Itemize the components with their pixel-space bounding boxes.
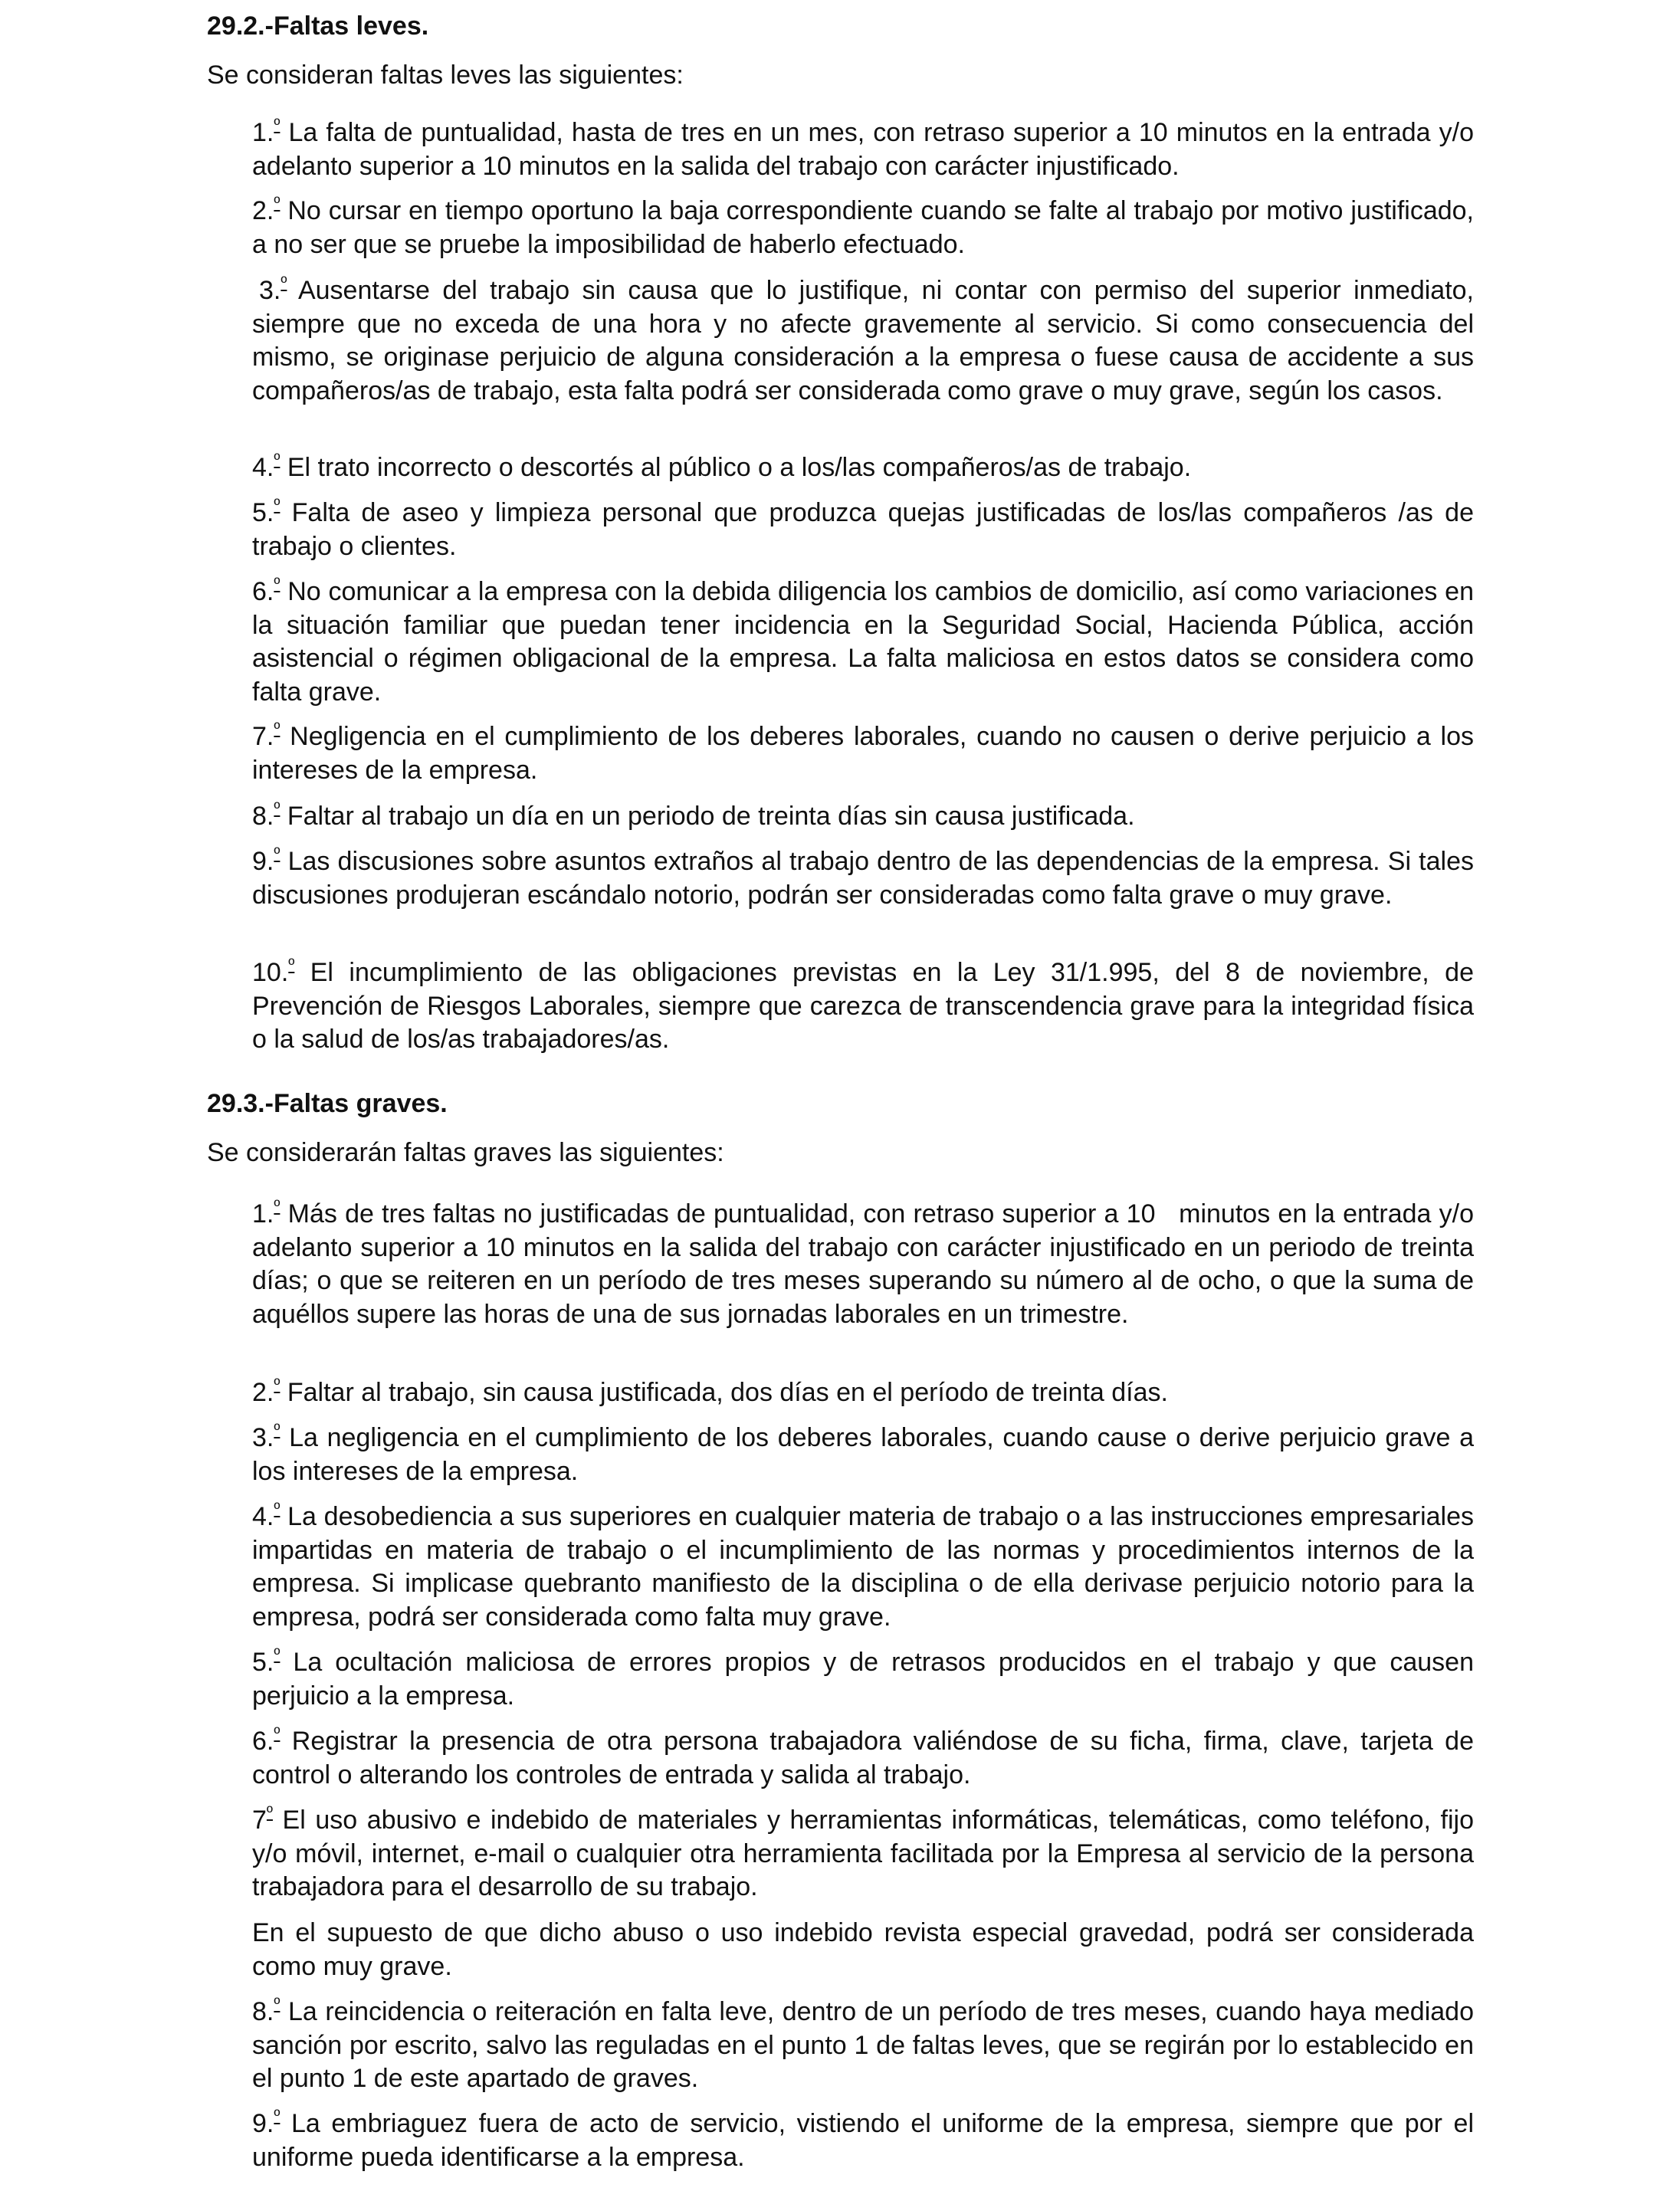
- item-text: No comunicar a la empresa con la debida diligencia los cambios de domicilio, así como variaciones en la situación familiar que puedan tener incidencia en la Seguridad Social, Hacienda Pública, acción asistencial o régimen obligacional de la empresa. La falta maliciosa en estos datos se considera como falta grave.: [252, 577, 1474, 707]
- ordinal-mark: º: [274, 844, 281, 863]
- ordinal-mark: º: [274, 450, 281, 469]
- item-number: 4.: [252, 453, 274, 482]
- item-text: La ocultación maliciosa de errores propios y de retrasos producidos en el trabajo y que causen perjuicio a la empresa.: [252, 1648, 1474, 1711]
- ordinal-mark: º: [274, 495, 281, 514]
- item-number: 5.: [252, 498, 274, 527]
- ordinal-mark: º: [274, 1645, 281, 1664]
- item-number: 8.: [252, 1997, 274, 2026]
- item-text: Registrar la presencia de otra persona trabajadora valiéndose de su ficha, firma, clave, tarjeta de control o alterando los controles de entrada y salida al trabajo.: [252, 1727, 1474, 1789]
- item-number: 8.: [252, 802, 274, 831]
- list-item: [252, 1917, 1474, 1983]
- item-number: 4.: [252, 1502, 274, 1531]
- item-number: 6.: [252, 1727, 274, 1756]
- list-item: [252, 451, 1474, 485]
- item-number: 2.: [252, 196, 274, 225]
- item-number: 7.: [252, 722, 274, 751]
- item-number: 1.: [252, 118, 274, 147]
- item-text: En el supuesto de que dicho abuso o uso indebido revista especial gravedad, podrá ser considerada como muy grave.: [252, 1918, 1474, 1981]
- section-intro-faltas-graves: Se considerarán faltas graves las siguientes:: [207, 1138, 724, 1167]
- ordinal-mark: º: [274, 1375, 281, 1394]
- list-item: [252, 116, 1474, 183]
- list-item: [252, 1804, 1474, 1904]
- list-item: [252, 1996, 1474, 2096]
- list-item: [252, 576, 1474, 709]
- ordinal-mark: º: [274, 2106, 281, 2125]
- item-text: La falta de puntualidad, hasta de tres en un mes, con retraso superior a 10 minutos en la entrada y/o adelanto superior a 10 minutos en la salida del trabajo con carácter injustificado.: [252, 118, 1474, 181]
- ordinal-mark: º: [266, 1802, 273, 1822]
- ordinal-mark: º: [274, 574, 281, 593]
- section-intro-faltas-leves: Se consideran faltas leves las siguientes:: [207, 61, 684, 90]
- item-number: 1.: [252, 1199, 274, 1228]
- list-item: [252, 800, 1474, 834]
- item-number: 3.: [259, 276, 281, 305]
- section-heading-faltas-leves: 29.2.-Faltas leves.: [207, 11, 429, 41]
- item-text: Faltar al trabajo un día en un periodo de treinta días sin causa justificada.: [280, 802, 1135, 831]
- item-number: 6.: [252, 577, 274, 606]
- item-number: 5.: [252, 1648, 274, 1677]
- item-text: No cursar en tiempo oportuno la baja correspondiente cuando se falte al trabajo por motivo justificado, a no ser que se pruebe la imposibilidad de haberlo efectuado.: [252, 196, 1474, 259]
- ordinal-mark: º: [274, 1724, 281, 1743]
- ordinal-mark: º: [274, 1499, 281, 1518]
- item-number: 9.: [252, 2109, 274, 2138]
- item-text: La embriaguez fuera de acto de servicio, vistiendo el uniforme de la empresa, siempre que por el uniforme pueda identificarse a la empresa.: [252, 2109, 1474, 2172]
- ordinal-mark: º: [274, 115, 281, 134]
- ordinal-mark: º: [274, 799, 281, 818]
- list-item: [252, 1501, 1474, 1634]
- list-item: [252, 274, 1474, 408]
- list-item: [252, 195, 1474, 261]
- item-text: Negligencia en el cumplimiento de los deberes laborales, cuando no causen o derive perjuicio a los intereses de la empresa.: [252, 722, 1474, 785]
- ordinal-mark: º: [274, 1420, 281, 1439]
- ordinal-mark: º: [274, 719, 281, 738]
- list-item: [252, 2108, 1474, 2174]
- item-number: 7: [252, 1806, 267, 1835]
- list-item: [252, 956, 1474, 1057]
- item-text: La reincidencia o reiteración en falta leve, dentro de un período de tres meses, cuando haya mediado sanción por escrito, salvo las reguladas en el punto 1 de faltas leves, que se regirán por lo establecido en el punto 1 de este apartado de graves.: [252, 1997, 1474, 2094]
- ordinal-mark: º: [288, 955, 295, 974]
- section-heading-faltas-graves: 29.3.-Faltas graves.: [207, 1089, 448, 1118]
- item-text: Más de tres faltas no justificadas de puntualidad, con retraso superior a 10 minutos en la entrada y/o adelanto superior a 10 minutos en la salida del trabajo con carácter injustificado en un periodo de treinta días; o que se reiteren en un período de tres meses superando su número al de ocho, o que la suma de aquéllos supere las horas de una de sus jornadas laborales en un trimestre.: [252, 1199, 1481, 1329]
- item-number: 2.: [252, 1378, 274, 1407]
- item-text: El uso abusivo e indebido de materiales y herramientas informáticas, telemáticas, como teléfono, fijo y/o móvil, internet, e-mail o cualquier otra herramienta facilitada por la Empresa al servicio de la persona trabajadora para el desarrollo de su trabajo.: [252, 1806, 1474, 1902]
- list-item: [252, 1376, 1474, 1410]
- item-text: Ausentarse del trabajo sin causa que lo justifique, ni contar con permiso del superior inmediato, siempre que no exceda de una hora y no afecte gravemente al servicio. Si como consecuencia del mismo, se originase perjuicio de alguna consideración a la empresa o fuese causa de accidente a sus compañeros/as de trabajo, esta falta podrá ser considerada como grave o muy grave, según los casos.: [252, 276, 1474, 405]
- ordinal-mark: º: [274, 193, 281, 212]
- item-number: 10.: [252, 958, 289, 987]
- ordinal-mark: º: [274, 1994, 281, 2013]
- item-text: La negligencia en el cumplimiento de los deberes laborales, cuando cause o derive perjuicio grave a los intereses de la empresa.: [252, 1423, 1474, 1486]
- list-item: [252, 1196, 1481, 1331]
- ordinal-mark: º: [281, 273, 287, 292]
- item-text: El incumplimiento de las obligaciones previstas en la Ley 31/1.995, del 8 de noviembre, de Prevención de Riesgos Laborales, siempre que carezca de transcendencia grave para la integridad física o la salud de los/as trabajadores/as.: [252, 958, 1474, 1055]
- list-item: [252, 720, 1474, 787]
- ordinal-mark: º: [274, 1196, 281, 1215]
- item-text: Faltar al trabajo, sin causa justificada, dos días en el período de treinta días.: [280, 1378, 1168, 1407]
- list-item: [252, 1422, 1474, 1488]
- item-text: La desobediencia a sus superiores en cualquier materia de trabajo o a las instrucciones empresariales impartidas en materia de trabajo o el incumplimiento de las normas y procedimientos internos de la empresa. Si implicase quebranto manifiesto de la disciplina o de ella derivase perjuicio notorio para la empresa, podrá ser considerada como falta muy grave.: [252, 1502, 1474, 1632]
- list-item: [252, 845, 1474, 912]
- list-item: [252, 1646, 1474, 1713]
- item-text: Falta de aseo y limpieza personal que produzca quejas justificadas de los/las compañeros /as de trabajo o clientes.: [252, 498, 1474, 561]
- list-item: [252, 1725, 1474, 1792]
- item-text: Las discusiones sobre asuntos extraños al trabajo dentro de las dependencias de la empresa. Si tales discusiones produjeran escándalo notorio, podrán ser consideradas como falta grave o muy grave.: [252, 847, 1474, 910]
- list-item: [252, 497, 1474, 563]
- item-number: 3.: [252, 1423, 274, 1452]
- item-number: 9.: [252, 847, 274, 876]
- item-text: El trato incorrecto o descortés al público o a los/las compañeros/as de trabajo.: [280, 453, 1192, 482]
